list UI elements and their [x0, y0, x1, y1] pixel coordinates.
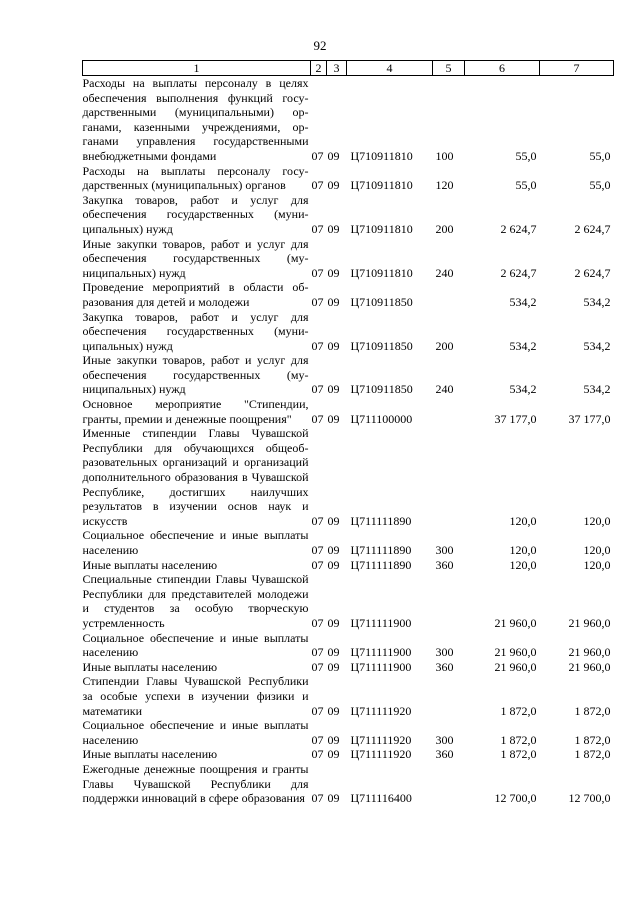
target-article-code: Ц710911850: [350, 382, 413, 397]
amount-year-1: 55,0: [515, 148, 537, 163]
section-code: 07: [311, 148, 324, 163]
table-row: [83, 76, 614, 164]
section-code: 07: [311, 732, 324, 747]
section-code: 07: [311, 294, 324, 309]
target-article-code: Ц710911850: [350, 338, 413, 353]
section-code: 07: [311, 557, 324, 572]
table-row: [83, 237, 614, 281]
subsection-code: 09: [327, 703, 340, 718]
expense-type-code: [433, 426, 465, 528]
row-name: Расходы на выплаты персоналу государственных (муниципальных) органов: [82, 163, 309, 193]
amount-year-1: 120,0: [509, 557, 537, 572]
amount-year-2: 21 960,0: [568, 645, 611, 660]
table-row: [83, 353, 614, 397]
expense-type-code: 100: [435, 148, 454, 163]
subsection-code: 09: [327, 557, 340, 572]
row-name: Ежегодные денежные поощрения и гранты Главы Чувашской Республики для поддержки инноваций в сфере образования: [82, 761, 309, 806]
amount-year-2: 120,0: [583, 513, 611, 528]
subsection-code: 09: [327, 148, 340, 163]
expense-type-code: 300: [435, 645, 454, 660]
target-article-code: Ц711111900: [350, 659, 412, 674]
amount-year-1: 534,2: [509, 382, 537, 397]
amount-year-1: 534,2: [509, 338, 537, 353]
row-name: Проведение мероприятий в области образования для детей и молодежи: [82, 280, 309, 309]
subsection-code: 09: [327, 178, 340, 193]
subsection-code: 09: [327, 791, 340, 806]
amount-year-1: 534,2: [509, 294, 537, 309]
section-code: 07: [311, 747, 324, 762]
table-row: [83, 426, 614, 528]
row-name: Именные стипендии Главы Чувашской Республики для обучающихся общеобразовательных организаций и организаций дополнительного образования в Чувашской Республике, достигших наилучших результатов в изучении основ наук и искусств: [82, 426, 309, 528]
expense-type-code: 200: [435, 338, 454, 353]
target-article-code: Ц711100000: [350, 411, 413, 426]
column-header: 2: [311, 61, 327, 76]
amount-year-2: 1 872,0: [574, 732, 611, 747]
subsection-code: 09: [327, 338, 340, 353]
target-article-code: Ц710911810: [350, 148, 413, 163]
amount-year-2: 12 700,0: [568, 791, 611, 806]
section-code: 07: [311, 382, 324, 397]
row-name: Иные закупки товаров, работ и услуг для обеспечения государственных (муниципальных) нужд: [82, 353, 309, 397]
target-article-code: Ц711111900: [350, 615, 412, 630]
amount-year-2: 21 960,0: [568, 615, 611, 630]
subsection-code: 09: [327, 221, 340, 236]
section-code: 07: [311, 615, 324, 630]
amount-year-1: 1 872,0: [500, 732, 537, 747]
column-header: 4: [347, 61, 433, 76]
column-header: 6: [465, 61, 540, 76]
expense-type-code: 300: [435, 543, 454, 557]
table-row: [83, 718, 614, 747]
table-row: [83, 280, 614, 309]
table-row: [83, 164, 614, 193]
row-name: Специальные стипендии Главы Чувашской Республики для представителей молодежи и студентов за особую творческую устремленность: [82, 572, 309, 630]
section-code: 07: [311, 703, 324, 718]
subsection-code: 09: [327, 659, 340, 674]
amount-year-2: 534,2: [583, 338, 611, 353]
subsection-code: 09: [327, 747, 340, 762]
table-row: [83, 660, 614, 675]
row-name: Основное мероприятие "Стипендии, гранты, премии и денежные поощрения": [82, 397, 309, 426]
amount-year-2: 534,2: [583, 382, 611, 397]
row-name: Иные выплаты населению: [82, 747, 218, 762]
table-row: [83, 193, 614, 237]
expense-type-code: [433, 280, 465, 309]
section-code: 07: [311, 221, 324, 236]
section-code: 07: [311, 543, 324, 557]
expense-type-code: [433, 674, 465, 718]
row-name: Стипендии Главы Чувашской Республики за особые успехи в изучении физики и математики: [82, 674, 309, 718]
amount-year-2: 37 177,0: [568, 411, 611, 426]
subsection-code: 09: [327, 543, 340, 557]
expense-type-code: [433, 572, 465, 630]
section-code: 07: [311, 338, 324, 353]
expense-type-code: 360: [435, 747, 454, 762]
section-code: 07: [311, 791, 324, 806]
target-article-code: Ц711116400: [350, 791, 412, 806]
table-row: [83, 397, 614, 426]
row-name: Закупка товаров, работ и услуг для обеспечения государственных (муниципальных) нужд: [82, 309, 309, 353]
amount-year-2: 534,2: [583, 294, 611, 309]
column-header: 7: [540, 61, 614, 76]
page-number: 92: [313, 38, 327, 53]
row-name: Социальное обеспечение и иные выплаты населению: [82, 528, 309, 557]
expense-type-code: 360: [435, 557, 454, 572]
expense-type-code: 240: [435, 265, 454, 280]
amount-year-2: 21 960,0: [568, 659, 611, 674]
subsection-code: 09: [327, 645, 340, 660]
table-row: [83, 674, 614, 718]
amount-year-2: 1 872,0: [574, 747, 611, 762]
amount-year-2: 120,0: [583, 543, 611, 557]
table-row: [83, 528, 614, 557]
target-article-code: Ц711111890: [350, 557, 412, 572]
target-article-code: Ц711111920: [350, 732, 412, 747]
subsection-code: 09: [327, 615, 340, 630]
expense-type-code: [433, 762, 465, 806]
amount-year-1: 21 960,0: [494, 659, 537, 674]
expense-type-code: 200: [435, 221, 454, 236]
column-header: 5: [433, 61, 465, 76]
amount-year-1: 1 872,0: [500, 747, 537, 762]
row-name: Социальное обеспечение и иные выплаты населению: [82, 718, 309, 747]
amount-year-1: 120,0: [509, 543, 537, 557]
target-article-code: Ц711111920: [350, 747, 412, 762]
amount-year-2: 2 624,7: [574, 265, 611, 280]
section-code: 07: [311, 659, 324, 674]
budget-table: [82, 60, 614, 806]
table-row: [83, 631, 614, 660]
target-article-code: Ц710911810: [350, 178, 413, 193]
amount-year-1: 2 624,7: [500, 265, 537, 280]
amount-year-2: 55,0: [589, 148, 611, 163]
row-name: Расходы на выплаты персоналу в целях обеспечения выполнения функций государственными (муниципальными) органами, казенными учреждениями, органами управления государственными внебюджетными фондами: [82, 76, 309, 163]
section-code: 07: [311, 178, 324, 193]
amount-year-1: 21 960,0: [494, 615, 537, 630]
subsection-code: 09: [327, 382, 340, 397]
table-row: [83, 310, 614, 354]
amount-year-1: 37 177,0: [494, 411, 537, 426]
section-code: 07: [311, 645, 324, 660]
expense-type-code: 120: [435, 178, 454, 193]
target-article-code: Ц711111900: [350, 645, 412, 660]
row-name: Иные выплаты населению: [82, 557, 218, 572]
table-row: [83, 762, 614, 806]
section-code: 07: [311, 411, 324, 426]
target-article-code: Ц710911850: [350, 294, 413, 309]
target-article-code: Ц711111890: [350, 513, 412, 528]
table-row: [83, 747, 614, 762]
amount-year-1: 1 872,0: [500, 703, 537, 718]
expense-type-code: 360: [435, 659, 454, 674]
amount-year-2: 120,0: [583, 557, 611, 572]
row-name: Иные закупки товаров, работ и услуг для обеспечения государственных (муниципальных) нужд: [82, 236, 309, 280]
section-code: 07: [311, 265, 324, 280]
target-article-code: Ц711111890: [350, 543, 412, 557]
row-name: Иные выплаты населению: [82, 659, 218, 674]
target-article-code: Ц710911810: [350, 265, 413, 280]
row-name: Социальное обеспечение и иные выплаты населению: [82, 630, 309, 660]
subsection-code: 09: [327, 294, 340, 309]
amount-year-2: 1 872,0: [574, 703, 611, 718]
target-article-code: Ц710911810: [350, 221, 413, 236]
expense-type-code: 240: [435, 382, 454, 397]
subsection-code: 09: [327, 732, 340, 747]
column-header: 1: [83, 61, 311, 76]
amount-year-1: 55,0: [515, 178, 537, 193]
subsection-code: 09: [327, 265, 340, 280]
column-header: 3: [327, 61, 347, 76]
section-code: 07: [311, 513, 324, 528]
amount-year-1: 2 624,7: [500, 221, 537, 236]
table-row: [83, 572, 614, 630]
subsection-code: 09: [327, 513, 340, 528]
table-header-row: [83, 61, 614, 76]
table-row: [83, 558, 614, 573]
amount-year-2: 55,0: [589, 178, 611, 193]
amount-year-1: 21 960,0: [494, 645, 537, 660]
expense-type-code: 300: [435, 732, 454, 747]
target-article-code: Ц711111920: [350, 703, 412, 718]
row-name: Закупка товаров, работ и услуг для обеспечения государственных (муниципальных) нужд: [82, 192, 309, 236]
expense-type-code: [433, 397, 465, 426]
amount-year-1: 120,0: [509, 513, 537, 528]
amount-year-1: 12 700,0: [494, 791, 537, 806]
amount-year-2: 2 624,7: [574, 221, 611, 236]
subsection-code: 09: [327, 411, 340, 426]
